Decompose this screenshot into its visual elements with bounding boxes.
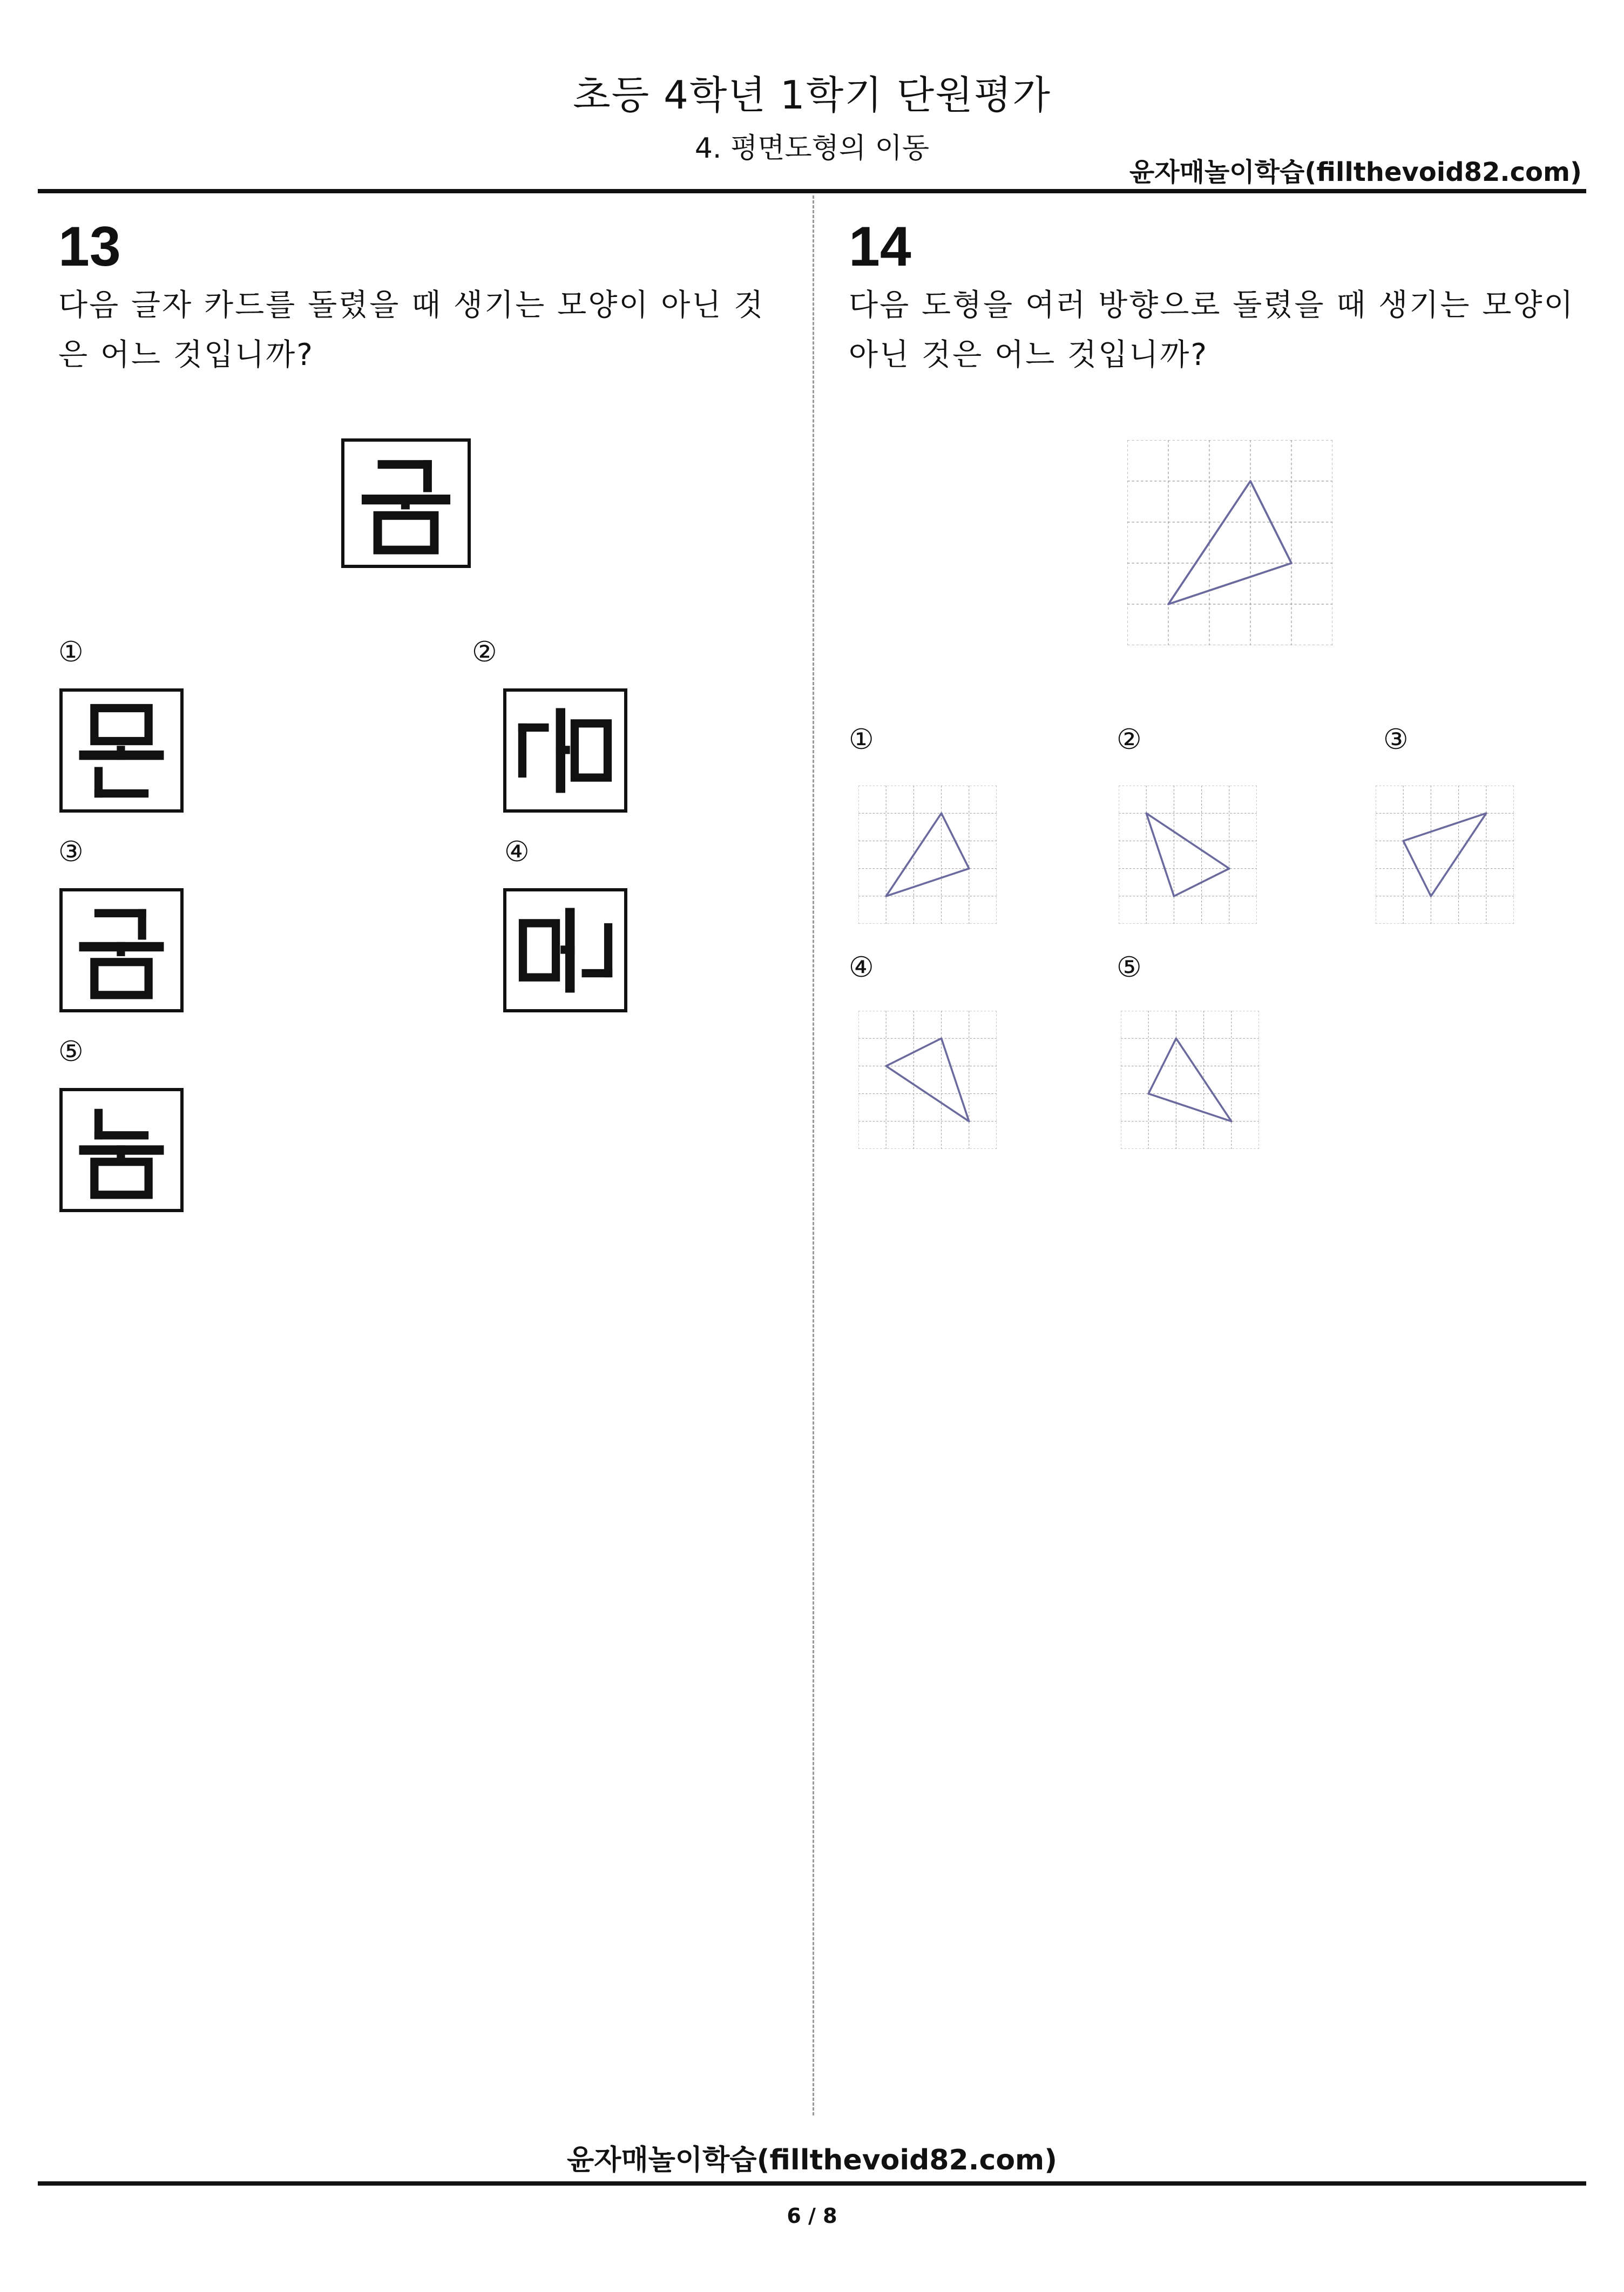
footer-rule <box>38 2181 1586 2186</box>
question-14-figure <box>1127 440 1332 645</box>
page-number: 6 / 8 <box>787 2204 837 2228</box>
triangle-on-grid <box>858 1011 997 1149</box>
option-13-2-card[interactable] <box>503 688 627 813</box>
option-14-4-figure[interactable] <box>858 1011 997 1149</box>
question-13-card <box>341 438 471 568</box>
option-13-1-number: ① <box>58 636 84 668</box>
question-13-number: 13 <box>58 215 121 278</box>
triangle-on-grid <box>858 786 997 924</box>
question-13-text-line1: 다음 글자 카드를 돌렸을 때 생기는 모양이 아닌 것 <box>58 288 765 323</box>
unit-subtitle: 4. 평면도형의 이동 <box>694 132 930 165</box>
option-14-4-number: ④ <box>849 951 874 984</box>
option-14-1-figure[interactable] <box>858 786 997 924</box>
triangle-on-grid <box>1127 440 1332 645</box>
worksheet-title: 초등 4학년 1학기 단원평가 <box>573 72 1051 118</box>
option-13-3-number: ③ <box>58 836 84 868</box>
option-13-4-card[interactable] <box>503 888 627 1012</box>
option-13-5-card[interactable] <box>59 1088 184 1212</box>
column-divider <box>813 195 814 2115</box>
question-13-text-line2: 은 어느 것입니까? <box>58 337 314 373</box>
question-14-text-line1: 다음 도형을 여러 방향으로 돌렸을 때 생기는 모양이 <box>849 288 1575 323</box>
footer-brand: 윤자매놀이학습(fillthevoid82.com) <box>566 2144 1057 2176</box>
option-14-3-number: ③ <box>1383 724 1409 756</box>
option-13-5-number: ⑤ <box>58 1036 84 1068</box>
option-14-2-figure[interactable] <box>1119 786 1257 924</box>
header-brand: 윤자매놀이학습(fillthevoid82.com) <box>1129 157 1582 187</box>
mun-glyph <box>63 692 180 809</box>
triangle-on-grid <box>1119 786 1257 924</box>
mun-rotated-glyph <box>506 692 624 809</box>
header-rule <box>38 189 1586 193</box>
option-14-1-number: ① <box>849 724 874 756</box>
option-13-3-card[interactable] <box>59 888 184 1012</box>
triangle-on-grid <box>1376 786 1514 924</box>
mun-rotated-cw-glyph <box>506 891 624 1009</box>
option-13-1-card[interactable] <box>59 688 184 813</box>
option-14-5-number: ⑤ <box>1116 951 1142 984</box>
triangle-on-grid <box>1121 1011 1259 1149</box>
gom-flipped-glyph <box>63 1091 180 1209</box>
option-13-4-number: ④ <box>504 836 530 868</box>
gom-glyph <box>344 442 468 565</box>
option-14-2-number: ② <box>1116 724 1142 756</box>
option-13-2-number: ② <box>472 636 497 668</box>
question-14-number: 14 <box>849 215 911 278</box>
option-14-5-figure[interactable] <box>1121 1011 1259 1149</box>
gom-glyph <box>63 891 180 1009</box>
question-14-text-line2: 아닌 것은 어느 것입니까? <box>849 337 1209 373</box>
option-14-3-figure[interactable] <box>1376 786 1514 924</box>
